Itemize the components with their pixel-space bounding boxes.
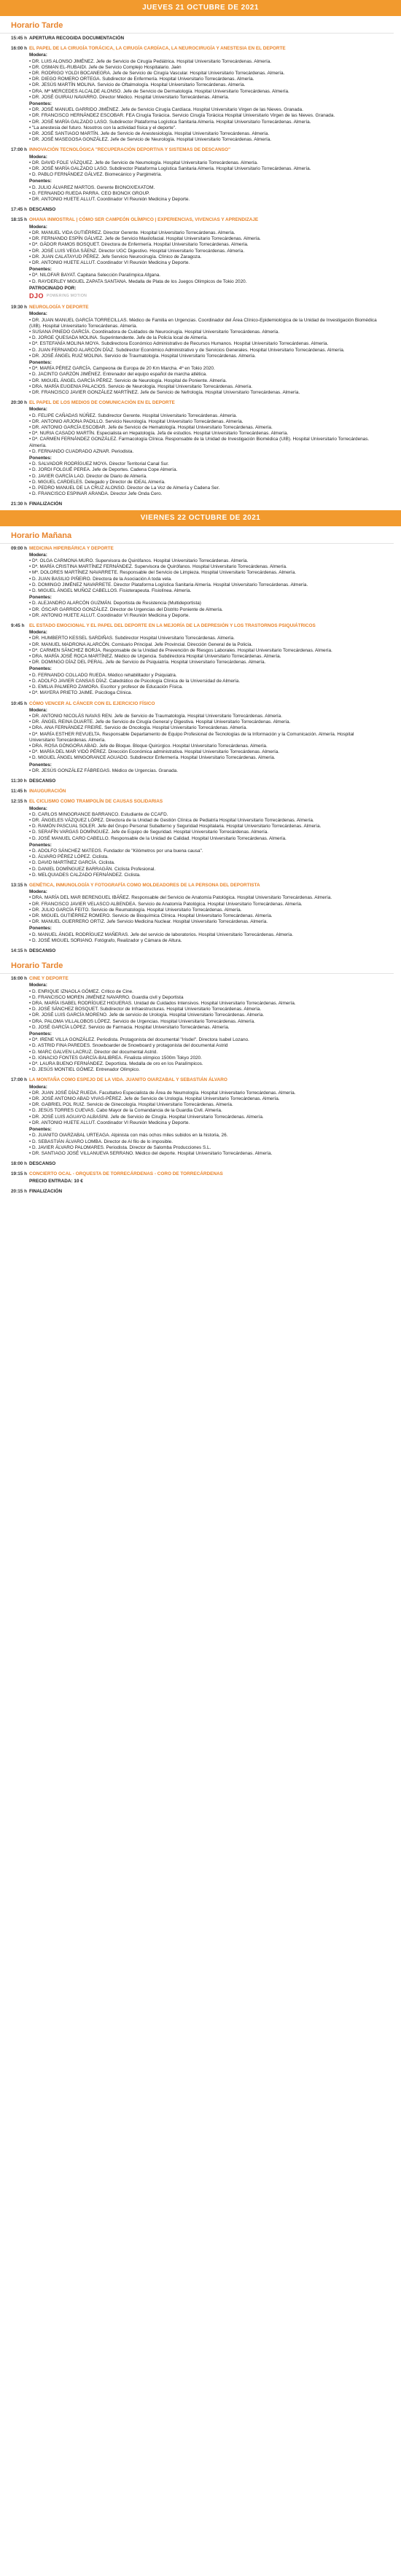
participant: • D. FERNANDO CUADRADO AZNAR. Periodista. (29, 449, 377, 455)
participant: • D. SERAFÍN VARGAS DOMÍNGUEZ. Jefe de Equipo de Seguridad. Hospital Universitario Torrecárdenas. Almería. (29, 830, 377, 835)
participant: • D. RAMÓN PASCUAL SOLER. Jefe del Grupo Personal Subalterno y Seguridad Hospitalaria. Hospital Universitario Torrecárdenas. Almería. (29, 824, 377, 830)
participant: • D. JAVIER GARCÍA LAO. Director de Diario de Almería. (29, 474, 377, 480)
participant: • D. FRANCISCO MOREN JIMÉNEZ NAVARRO. Guardia civil y Deportista (29, 995, 377, 1001)
participant: • D. JORGE QUESADA MOLINA. Superintendente. Jefe de la Policía local de Almería. (29, 335, 377, 341)
schedule-entry (0, 776, 401, 787)
section-title: Horario Mañana (0, 526, 394, 544)
participant: • Dª. CARMEN SÁNCHEZ BORJA. Responsable de la Unidad de Prevención de Riesgos Laborales. Hospital Universitario Torrecárdenas. Almería. (29, 648, 377, 654)
entry-body (29, 305, 390, 396)
entry-title: EL PAPEL DE LOS MEDIOS DE COMUNICACIÓN EN EL DEPORTE (29, 400, 175, 406)
participant: • D. JULIO ÁLVAREZ MARTOS. Gerente BIONOX/EXATOM. (29, 185, 377, 191)
entry-body (29, 147, 390, 203)
entry-body (29, 883, 390, 944)
participant: • Dª. CARMEN FERNÁNDEZ GONZÁLEZ. Farmacología Clínica. Responsable de la Unidad de Investigación Biomédica (UIB). Hospital Universitario Torrecárdenas. Almería. (29, 437, 377, 448)
entry-body (29, 400, 390, 497)
participant: • Dª. OLGA CARMONA MURO. Supervisora de Quirófanos. Hospital Universitario Torrecárdenas. Almería. (29, 558, 377, 564)
entry-title: GENÉTICA, INMUNOLOGÍA Y FOTOGRAFÍA COMO MOLDEADORES DE LA PERSONA DEL DEPORTISTA (29, 882, 260, 888)
participant: • DR. JOSÉ MARÍA GALZADO LASO. Subdirector Plataforma Logística Sanitaria Almería. Hospital Universitario Torrecárdenas. Almería. (29, 166, 377, 172)
participant: • DRA. MARÍA JOSÉ ROCA MARTÍNEZ. Médico de Urgencia. Subdirectora Hospital Universitario Torrecárdenas. Almería. (29, 654, 377, 660)
schedule-entry (0, 1075, 401, 1159)
participant: • D. FERNANDO COLLADO RUEDA. Médico rehabilitador y Psiquiatra. (29, 673, 377, 679)
participant: • DR. JOSÉ LUIS GARCÍA MORENO. Jefe de servicio de Urología. Hospital Universitario Torrecárdenas. Almería. (29, 1012, 377, 1018)
participant: • DR. FRANCISCO JAVIER VELASCO ALBENDEA. Servicio de Anatomía Patológica. Hospital Universitario Torrecárdenas. Almería. (29, 902, 377, 908)
entry-title: MEDICINA HIPERBÁRICA Y DEPORTE (29, 545, 114, 551)
schedule-entry (0, 145, 401, 205)
entry-title: EL CICLISMO COMO TRAMPOLÍN DE CAUSAS SOLIDARIAS (29, 799, 163, 805)
participant: • DRA. PALOMA VILLALOBOS LÓPEZ. Servicio de Urgencias. Hospital Universitario Torrecárdenas. Almería. (29, 1019, 377, 1025)
participant: • D. ALEJANDRO ALARCÓN GUZMÁN. Deportista de Resistencia (Multideportista) (29, 601, 377, 606)
participant: • D. PEDRO MANUEL DE LA CRUZ ALONSO. Director de La Voz de Almería y Cadena Ser. (29, 485, 377, 491)
entry-body (29, 217, 390, 300)
participant: • D. SEBASTIÁN ÁLVARO LOMBA. Director de Al filo de lo imposible. (29, 1139, 377, 1145)
schedule-entry (0, 398, 401, 499)
participant: • DR. HUMBERTO KESSEL SARDIÑAS. Subdirector Hospital Universitario Torrecárdenas. Almería. (29, 636, 377, 641)
entry-time: 17:00 h (11, 1077, 28, 1083)
participant: • DR. MANUEL VIDA GUTIÉRREZ. Director Gerente. Hospital Universitario Torrecárdenas. Almería. (29, 230, 377, 236)
participant: • DR. MIGUEL ÁNGEL GARCÍA PÉREZ. Servicio de Neurología. Hospital de Poniente. Almería. (29, 378, 377, 384)
participant: • DR. JUAN CALATAYUD PÉREZ. Jefe Servicio Neurocirugía. Clínico de Zaragoza. (29, 254, 377, 260)
entry-time: 14:15 h (11, 948, 28, 954)
participant: • DRA. MARÍA DEL MAR BERENGUEL IBÁÑEZ. Responsable del Servicio de Anatomía Patológica. Hospital Universitario Torrecárdenas. Almería. (29, 895, 377, 901)
group-label: Ponentes: (29, 179, 52, 184)
entry-title: FINALIZACIÓN (29, 1188, 63, 1194)
entry-time: 12:15 h (11, 799, 28, 805)
participant: • DRA. MARÍA ISABEL RODRÍGUEZ HIGUERAS. Unidad de Cuidados Intensivos. Hospital Universitario Torrecárdenas. Almería. (29, 1001, 377, 1007)
entry-title: DESCANSO (29, 1161, 56, 1167)
participant: • D. ADOLFO JAVIER CANSAS DÍAZ. Catedrático de Psicología Clínica de la Universidad de Almería. (29, 679, 377, 684)
participant: • DR. ÁNGELES VÁZQUEZ LÓPEZ. Directora de la Unidad de Gestión Clínica de Pediatría Hospital Universitario Torrecárdenas. Almería. (29, 818, 377, 824)
participant: • D. ASTRID FINA PAREDES. Snowboarder de Snowboard y protagonista del documental Astrid (29, 1043, 377, 1049)
group-label: Ponentes: (29, 595, 52, 601)
participant: • Dª. GÁDOR RAMOS BOSQUET. Directora de Enfermería. Hospital Universitario Torrecárdenas. Almería. (29, 242, 377, 248)
participant: • D. FERNANDO RUEDA PARRA. CEO BIONOX GROUP. (29, 191, 377, 197)
schedule-entry (0, 699, 401, 776)
entry-body (29, 799, 390, 878)
entry-body (29, 701, 390, 774)
participant: • Dª. IRENE VILLA GONZÁLEZ. Periodista. Protagonista del documental "Irisdel". Directora Isabel Lozano. (29, 1037, 377, 1043)
group-label: Ponentes: (29, 762, 52, 768)
group-label: Modera: (29, 983, 47, 988)
participant: • DR. JOSÉ ANTONIO ABAD VIVAS-PÉREZ. Jefe de Servicio de Urología. Hospital Universitario Torrecárdenas. Almería. (29, 1096, 377, 1102)
participant: • D. EMILIA PALMERO ZAMORA. Escritor y profesor de Educación Física. (29, 684, 377, 690)
group-label: Modera: (29, 805, 47, 811)
participant: • D. SALVADOR RODRÍGUEZ MOYA. Director Territorial Canal Sur. (29, 461, 377, 467)
schedule-entry (0, 215, 401, 303)
participant: • DR. MANUEL GUERRERO ORTIZ. Jefe Servicio Medicina Nuclear. Hospital Universitario Torrecárdenas. Almería. (29, 919, 377, 925)
participant: • DR. JOSÉ GUIRAU NAVARRO. Director Médico. Hospital Universitario Torrecárdenas. Almería. (29, 95, 377, 101)
participant: • DR. ANTONIO GARCÍA ESCOBAR. Jefe de Servicio de Hematología. Hospital Universitario Torrecárdenas. Almería. (29, 425, 377, 431)
participant: • DR. ÁNGEL REINA DUARTE. Jefe de Servicio de Cirugía General y Digestiva. Hospital Universitario Torrecárdenas. Almería. (29, 719, 377, 725)
participant: • DR. JOSÉ MASEGOSA GONZÁLEZ. Jefe de Servicio de Neurología. Hospital Universitario Torrecárdenas. Almería. (29, 137, 377, 143)
schedule-entry (0, 621, 401, 698)
section-title: Horario Tarde (0, 16, 394, 34)
participant: • SUSANA PINEDO GARCÍA. Coordinadora de Cuidados de Neurocirugía. Hospital Universitario Torrecárdenas. Almería. (29, 329, 377, 335)
entry-body (29, 778, 390, 784)
entry-body (29, 46, 390, 143)
djo-logo-icon: DJO (29, 292, 44, 300)
participant: • D. IGNACIO FONTES GARCÍA-BALIBREA. Finalista olímpico 1500m Tokyo 2020. (29, 1055, 377, 1061)
entry-body (29, 623, 390, 696)
entry-title: OHANA INMOSTRAL | CÓMO SER CAMPEÓN OLÍMPICO | EXPERIENCIAS, VIVENCIAS Y APRENDIZAJE (29, 217, 259, 223)
participant: • D. MELQUIADES CALZADO FERNÁNDEZ. Ciclista. (29, 873, 377, 878)
participant: • D. ENRIQUE IZNAOLA GÓMEZ. Crítico de Cine. (29, 989, 377, 995)
schedule-entry (0, 44, 401, 145)
participant: • DR. JESÚS MARTÍN MOLINA. Servicio de Oftalmología. Hospital Universitario Torrecárdenas. Almería. (29, 82, 377, 88)
schedule-entry (0, 34, 401, 44)
participant: • DR. ÓSCAR GARRIDO GONZÁLEZ. Director de Urgencias del Distrito Poniente de Almería. (29, 607, 377, 613)
section-title: Horario Tarde (0, 956, 394, 974)
participant: • DR. FRANCISCO HERNÁNDEZ ESCOBAR. FEA Cirugía Torácica. Servicio Cirugía Torácica Hospital Universitario Virgen de las Nieves. Granada. (29, 113, 377, 119)
group-label: Ponentes: (29, 267, 52, 273)
group-label: Ponentes: (29, 456, 52, 461)
entry-title: DESCANSO (29, 207, 56, 213)
entry-body (29, 1077, 390, 1157)
entry-time: 18:15 h (11, 217, 28, 223)
participant: • D. DANIEL DOMÍNGUEZ BARRAGÁN. Ciclista Profesional. (29, 867, 377, 873)
entry-time: 10:45 h (11, 700, 28, 706)
entry-title: EL PAPEL DE LA CIRUGÍA TORÁCICA, LA CIRUGÍA CARDÍACA, LA NEUROCIRUGÍA Y ANESTESIA EN EL DEPORTE (29, 46, 286, 52)
entry-body (29, 36, 390, 42)
day-banner: VIERNES 22 OCTUBRE DE 2021 (0, 510, 401, 526)
entry-title: APERTURA RECOGIDA DOCUMENTACIÓN (29, 36, 125, 41)
group-label: Modera: (29, 224, 47, 230)
participant: • DR. DAVID FOLE VÁZQUEZ. Jefe de Servicio de Neumología. Hospital Universitario Torrecárdenas. Almería. (29, 160, 377, 166)
group-label: Ponentes: (29, 359, 52, 365)
group-label: Modera: (29, 1084, 47, 1090)
group-label: Ponentes: (29, 1127, 52, 1133)
entry-title: EL ESTADO EMOCIONAL Y EL PAPEL DEL DEPORTE EN LA MEJORÍA DE LA DEPRESIÓN Y LOS TRASTORNOS PSIQUIÁTRICOS (29, 623, 316, 629)
participant: • DR. DOMINGO DÍAZ DEL PERAL. Jefe de Servicio de Psiquiatría. Hospital Universitario Torrecárdenas. Almería. (29, 660, 377, 666)
entry-title: DESCANSO (29, 778, 56, 784)
participant: • D. FELIPE CAÑADAS NÚÑEZ. Subdirector Gerente. Hospital Universitario Torrecárdenas. Almería. (29, 413, 377, 419)
participant: • D. JOSÉ SÁNCHEZ BOSQUET. Subdirector de Infraestructuras. Hospital Universitario Torrecárdenas. Almería. (29, 1007, 377, 1012)
participant: • DR. ANTONIO NICOLÁS NAVAS REN. Jefe de Servicio de Traumatología. Hospital Universitario Torrecárdenas. Almería. (29, 714, 377, 719)
entry-time: 13:15 h (11, 882, 28, 888)
participant: • DR. MANUEL MADRONA ALARCÓN. Comisario Principal. Jefe Provincial. Dirección General de la Policía. (29, 642, 377, 648)
entry-body (29, 501, 390, 507)
participant: • Dª. MARÍA DEL MAR VIDÓ PÉREZ. Dirección Económica administrativa. Hospital Universitario Torrecárdenas. Almería. (29, 749, 377, 755)
group-label: Modera: (29, 889, 47, 895)
participant: • Dª. NILOFAR BAYAT. Capitana Selección Paralímpica Afgana. (29, 273, 377, 278)
schedule-entry (0, 797, 401, 881)
participant: • DR. ANTONIO HUETE ALLUT. Coordinador VI Reunión Medicina y Deporte. (29, 260, 377, 266)
participant: • DR. FRANCISCO JAVIER GONZÁLEZ MARTÍNEZ. Jefe de Servicio de Nefrología. Hospital Universitario Torrecárdenas. Almería. (29, 390, 377, 396)
group-label: PRECIO ENTRADA: 10 € (29, 1178, 83, 1184)
participant: • DR. GABRIEL POL RUIZ. Servicio de Ginecología. Hospital Universitario Torrecárdenas. Almería. (29, 1102, 377, 1108)
schedule-entry (0, 303, 401, 398)
participant: • DR. ANTONIO ARJONA PADILLO. Servicio Neurología. Hospital Universitario Torrecárdenas. Almería. (29, 419, 377, 425)
participant: • DR. ANTONIO HUETE ALLUT. Coordinador VI Reunión Medicina y Deporte. (29, 613, 377, 619)
entry-time: 20:30 h (11, 400, 28, 406)
participant: • DR. JULIO GARCÍA FEITO. Servicio de Reumatología. Hospital Universitario Torrecárdenas. Almería. (29, 908, 377, 913)
entry-time: 20:15 h (11, 1188, 28, 1194)
schedule-entry (0, 946, 401, 956)
entry-body (29, 1161, 390, 1167)
entry-title: CINE Y DEPORTE (29, 976, 69, 982)
entry-time: 11:45 h (11, 789, 27, 795)
schedule-entry (0, 1159, 401, 1169)
participant: • Dª. ESTEFANÍA MOLINA MOYA. Subdirectora Económico Administrativo de Recursos Humanos. Hospital Universitario Torrecárdenas. Almería. (29, 341, 377, 347)
entry-time: 16:00 h (11, 976, 28, 982)
participant: • DRA. MARÍA EUGENIA PALACIOS. Servicio de Neurología. Hospital Universitario Torrecárdenas. Almería. (29, 384, 377, 390)
schedule-entry (0, 881, 401, 946)
sponsor-tagline: POWERING MOTION (47, 293, 87, 298)
entry-body (29, 948, 390, 954)
participant: • DR. JUAN MANUEL GARCÍA TORRECILLAS. Médico de Familia en Urgencias. Coordinador del Área Clínico-Epidemiológica de la Unidad de Investigación Biomédica (UIB). Hospital Universitario Torrecárdenas. Almería. (29, 318, 377, 329)
entry-time: 21:30 h (11, 501, 28, 507)
day-banner: JUEVES 21 OCTUBRE DE 2021 (0, 0, 401, 16)
schedule-entry (0, 205, 401, 215)
entry-time: 9:45 h (11, 623, 25, 629)
schedule-entry (0, 544, 401, 621)
participant: • DR. LUIS ALONSO JIMÉNEZ. Jefe de Servicio de Cirugía Pediátrica. Hospital Universitario Torrecárdenas. Almería. (29, 59, 377, 65)
participant: • DR. ANTONIO HUETE ALLUT. Coordinador VI Reunión Medicina y Deporte. (29, 1120, 377, 1126)
participant: • DR. JOSÉ LUIS VEGA SÁENZ. Director UGC Digestivo. Hospital Universitario Torrecárdenas. Almería. (29, 249, 377, 254)
participant: • D. JESÚS MONTIEL GÓMEZ. Entrenador Olímpico. (29, 1067, 377, 1073)
entry-time: 16:00 h (11, 46, 28, 52)
participant: • DRA. ANA FERNÁNDEZ FREIRE. Servicio de Oncología. Hospital Universitario Torrecárdenas. Almería. (29, 725, 377, 731)
participant: • D. CARLOS MINGORANCE BARRANCO. Estudiante de CCAFD. (29, 812, 377, 818)
participant: • DR. JOSÉ LUIS AGUAYO ALBASINI. Jefe de Servicio de Cirugía. Hospital Universitario Torrecárdenas. Almería. (29, 1115, 377, 1120)
entry-title: CONCIERTO OCAL - ORQUESTA DE TORRECÁRDENAS - CORO DE TORRECÁRDENAS (29, 1171, 223, 1177)
schedule-entry (0, 1187, 401, 1197)
entry-time: 15:45 h (11, 36, 28, 41)
participant: • DR. FERNANDO ESPÍN GÁLVEZ. Jefe de Servicio Maxilofacial. Hospital Universitario Torrecárdenas. Almería. (29, 236, 377, 242)
group-label: Modera: (29, 311, 47, 317)
participant: • D. JUAN FERNANDO ALARCÓN DÍAZ. Subdirector Económico Administrativo y de Servicios Generales. Hospital Universitario Torrecárdenas. Almería. (29, 348, 377, 354)
participant: • Mª. DOLORES MARTÍNEZ NAVARRETE. Responsable del Servicio de Limpieza. Hospital Universitario Torrecárdenas. Almería. (29, 570, 377, 576)
participant: • Dª. MARÍA PÉREZ GARCÍA. Campeona de Europa de 20 Km Marcha. 4º en Tokio 2020. (29, 366, 377, 372)
participant: • D. MIGUEL ÁNGEL MINGORANCE AGUADO. Subdirector Enfermería. Hospital Universitario Torrecárdenas. Almería. (29, 755, 377, 761)
schedule-entry (0, 787, 401, 797)
participant: • D. MIGUEL CARDELES. Delegado y Director de IDEAL Almería. (29, 480, 377, 485)
participant: • DR. MIGUEL GUTIÉRREZ ROMERO. Servicio de Bioquímica Clínica. Hospital Universitario Torrecárdenas. Almería. (29, 913, 377, 919)
group-label: Modera: (29, 52, 47, 58)
participant: • D. DOMINGO JIMÉNEZ NAVARRETE. Director Plataforma Logística Sanitaria Almería. Hospital Universitario Torrecárdenas. Almería. (29, 582, 377, 588)
group-label: Ponentes: (29, 1031, 52, 1037)
participant: • D. FRANCISCO ESPINAR ARANDA. Director Jefe Onda Cero. (29, 491, 377, 497)
participant: • D. DAVID MARTÍNEZ GARCÍA. Ciclista. (29, 860, 377, 866)
entry-body (29, 546, 390, 619)
participant: • "La anestesia del futuro. Nosotros con la actividad física y el deporte". (29, 125, 377, 131)
participant: • D. MIGUEL ÁNGEL MUÑOZ CABELLOS. Fisioterapeuta. Fisiolínea. Almería. (29, 588, 377, 594)
entry-title: FINALIZACIÓN (29, 501, 63, 507)
participant: • D. JACINTO GARZÓN JIMÉNEZ. Entrenador del equipo español de marcha atlética. (29, 372, 377, 378)
entry-title: DESCANSO (29, 948, 56, 954)
participant: • DR. JOSÉ MANUEL GARRIDO JIMÉNEZ. Jefe de Servicio Cirugía Cardíaca. Hospital Universitario Virgen de las Nieves. Granada. (29, 107, 377, 113)
schedule-entry (0, 499, 401, 510)
entry-time: 17:00 h (11, 147, 28, 153)
entry-time: 11:30 h (11, 778, 27, 784)
entry-time: 19:30 h (11, 305, 28, 311)
participant: • D. PABLO FERNÁNDEZ GÁLVEZ. Biomecánico y Pargimetría. (29, 172, 377, 178)
participant: • DRA. Mª MERCEDES ALCALDE ALONSO. Jefe de Servicio de Dermatología. Hospital Universitario Torrecárdenas. Almería. (29, 89, 377, 95)
participant: • DR. ANTONIO HUETE ALLUT. Coordinador VI Reunión Medicina y Deporte. (29, 197, 377, 203)
participant: • D. MARC GALVEN LACRUZ. Director del documental Astrid. (29, 1050, 377, 1055)
participant: • D. JAVIER ÁLVARO PALOMARES. Periodista. Director de Salomba Producciones S.L. (29, 1145, 377, 1151)
participant: • D. JOSÉ MIGUEL SORIANO. Fotógrafo, Realizador y Cámara de Altura. (29, 938, 377, 944)
entry-time: 19:15 h (11, 1171, 28, 1177)
participant: • DR. JOSÉ SANTIAGO MARTÍN. Jefe de Servicio de Anestesiología. Hospital Universitario Torrecárdenas. Almería. (29, 131, 377, 137)
entry-time: 09:00 h (11, 545, 28, 551)
participant: • D. JESÚS TORRES CUEVAS. Cabo Mayor de la Comandancia de la Guardia Civil. Almería. (29, 1108, 377, 1114)
group-label: Ponentes: (29, 842, 52, 848)
entry-title: INAUGURACIÓN (29, 789, 66, 795)
entry-body (29, 1171, 390, 1184)
group-label: PATROCINADO POR: (29, 285, 77, 291)
participant: • DR. SANTIAGO JOSÉ VILLANUEVA SERRANO. Médico del deporte. Hospital Universitario Torrecárdenas. Almería. (29, 1151, 377, 1157)
entry-time: 18:00 h (11, 1161, 28, 1167)
participant: • DR. JESÚS GONZÁLEZ FÁBREGAS. Médico de Urgencias. Granada. (29, 768, 377, 774)
entry-time: 17:45 h (11, 207, 28, 213)
participant: • DR. OSMAN EL-RUBAIDI. Jefe de Servicio Complejo Hospitalario. Jaén (29, 65, 377, 71)
participant: • D. JUAN BASILIO PIÑEIRO. Directora de la Asociación A toda vela. (29, 577, 377, 582)
participant: • Dª. LAURA BUENO FERNÁNDEZ. Deportista. Medalla de oro en los Paralímpicos. (29, 1061, 377, 1067)
participant: • D. JUANITO OIARZABAL URTEAGA. Alpinista con más ochos miles subidos en la historia, 26. (29, 1133, 377, 1139)
participant: • Dª. MAYERA PRIETO JAIME. Psicóloga Clínica. (29, 690, 377, 696)
participant: • DR. DIEGO ROMERO ORTEGA. Subdirector de Enfermería. Hospital Universitario Torrecárdenas. Almería. (29, 77, 377, 82)
participant: • DR. JUAN JOSÉ DÍAZ RUEDA. Facultativo Especialista de Área de Neumología. Hospital Universitario Torrecárdenas. Almería. (29, 1090, 377, 1096)
entry-body (29, 1189, 390, 1195)
participant: • DR. JOSÉ ÁNGEL RUIZ MOLINA. Servicio de Traumatología. Hospital Universitario Torrecárdenas. Almería. (29, 354, 377, 359)
entry-title: INNOVACIÓN TECNOLÓGICA "RECUPERACIÓN DEPORTIVA Y SISTEMAS DE DESCANSO" (29, 147, 231, 153)
entry-body (29, 789, 390, 795)
participant: • Dª. MARÍA CRISTINA MARTÍNEZ FERNÁNDEZ. Supervisora de Quirófanos. Hospital Universitario Torrecárdenas. Almería. (29, 564, 377, 570)
entry-title: LA MONTAÑA COMO ESPEJO DE LA VIDA. JUANITO OIARZABAL Y SEBASTIÁN ÁLVARO (29, 1077, 227, 1083)
participant: • D. MANUEL ÁNGEL RODRÍGUEZ MAÑERAS. Jefe del servicio de laboratorios. Hospital Universitario Torrecárdenas. Almería. (29, 932, 377, 938)
participant: • D. ÁLVARO PÉREZ LÓPEZ. Ciclista. (29, 854, 377, 860)
group-label: Ponentes: (29, 101, 52, 107)
participant: • DR. RODRIGO YOLDI BOCANEGRA. Jefe de Servicio de Cirugía Vascular. Hospital Universitario Torrecárdenas. Almería. (29, 71, 377, 77)
entry-body (29, 207, 390, 213)
group-label: Modera: (29, 630, 47, 636)
participant: • D. JOSÉ GARCÍA LÓPEZ. Servicio de Farmacia. Hospital Universitario Torrecárdenas. Almería. (29, 1025, 377, 1031)
participant: • DRA. ROSA GÓNGORA ABAD. Jefe de Bloque. Bloque Quirúrgico. Hospital Universitario Torrecárdenas. Almería. (29, 743, 377, 749)
group-label: Ponentes: (29, 666, 52, 672)
schedule-entry (0, 974, 401, 1075)
participant: • D. JOSÉ MANUEL CARO CABELLO. Responsable de la Unidad de Calidad. Hospital Universitario Torrecárdenas. Almería. (29, 836, 377, 842)
group-label: Modera: (29, 552, 47, 558)
participant: • D. RAYDERLEY MIGUEL ZAPATA SANTANA. Medalla de Plata de los Juegos Olímpicos de Tokio 2020. (29, 279, 377, 285)
participant: • Dª. NURIA CASADO MARTÍN. Especialista en Hepatología. Jefa de estudios. Hospital Universitario Torrecárdenas. Almería. (29, 431, 377, 437)
entry-title: NEUROLOGÍA Y DEPORTE (29, 305, 89, 311)
participant: • D. ADOLFO SÁNCHEZ MATEOS. Fundador de "Kilómetros por una buena causa". (29, 848, 377, 854)
group-label: Modera: (29, 707, 47, 713)
participant: • DR. JOSÉ MARÍA GALZADO LASO. Subdirector Plataforma Logística Sanitaria Almería. Hospital Universitario Torrecárdenas. Almería. (29, 120, 377, 125)
schedule-entry (0, 1169, 401, 1186)
participant: • D. JORDI FOLGUÉ PEREA. Jefe de Deportes. Cadena Cope Almería. (29, 467, 377, 473)
participant: • Dª. MARÍA ESTHER REVUELTA. Responsable Departamento de Equipo Profesional de Tecnologías de la Información y la Comunicación. Almería. Hospital Universitario Torrecárdenas. Almería. (29, 732, 377, 743)
entry-body (29, 976, 390, 1073)
sponsor-logo (29, 293, 377, 299)
group-label: Modera: (29, 154, 47, 160)
entry-title: CÓMO VENCER AL CÁNCER CON EL EJERCICIO FÍSICO (29, 700, 155, 706)
group-label: Ponentes: (29, 926, 52, 932)
group-label: Modera: (29, 407, 47, 413)
